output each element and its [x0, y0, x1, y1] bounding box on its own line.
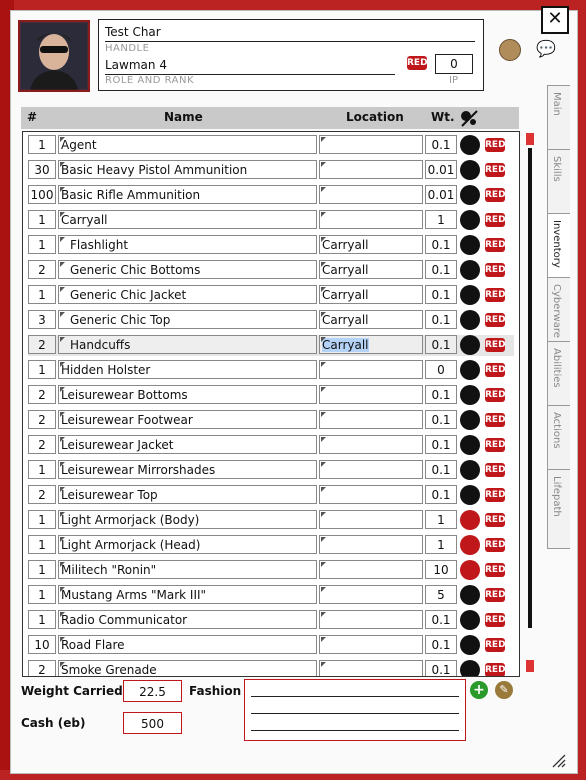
item-count-field[interactable]: 1	[28, 510, 56, 529]
handle-label: HANDLE	[105, 43, 150, 54]
item-name-field[interactable]	[58, 135, 317, 154]
red-badge-icon[interactable]: RED	[485, 165, 506, 175]
item-weight-field[interactable]: 0.1	[425, 660, 457, 677]
carried-bag-icon[interactable]	[460, 410, 480, 430]
item-location-field[interactable]	[319, 210, 423, 229]
item-name: Light Armorjack (Body)	[61, 513, 200, 527]
carried-bag-icon[interactable]	[460, 210, 480, 230]
item-count-field[interactable]: 2	[28, 260, 56, 279]
link-marker	[60, 137, 65, 142]
tab-label: Skills	[551, 156, 562, 182]
item-location-field[interactable]	[319, 310, 423, 329]
red-badge-icon[interactable]: RED	[485, 415, 506, 425]
item-location-field[interactable]	[319, 635, 423, 654]
link-marker	[321, 512, 326, 517]
item-weight-field[interactable]: 1	[425, 535, 457, 554]
fashion-line	[251, 696, 459, 697]
item-location: Carryall	[322, 263, 369, 277]
item-location-field[interactable]	[319, 360, 423, 379]
item-count-field[interactable]: 1	[28, 285, 56, 304]
col-count: #	[27, 110, 38, 124]
item-location-field[interactable]	[319, 535, 423, 554]
red-badge-icon[interactable]: RED	[485, 215, 506, 225]
item-weight-field[interactable]: 10	[425, 560, 457, 579]
inventory-row[interactable]	[28, 360, 514, 381]
item-name-field[interactable]	[58, 310, 317, 329]
link-marker	[321, 187, 326, 192]
item-weight-field[interactable]: 0.1	[425, 310, 457, 329]
link-marker	[60, 262, 65, 267]
item-location-field[interactable]	[319, 260, 423, 279]
link-marker	[321, 337, 326, 342]
link-marker	[60, 587, 65, 592]
item-name-field[interactable]	[58, 235, 317, 254]
inventory-row[interactable]	[28, 610, 514, 631]
item-weight-field[interactable]: 0.1	[425, 410, 457, 429]
item-location-field[interactable]	[319, 285, 423, 304]
link-marker	[60, 162, 65, 167]
link-marker	[321, 237, 326, 242]
frame-border-top	[0, 0, 586, 10]
link-marker	[60, 212, 65, 217]
item-count-field[interactable]: 1	[28, 585, 56, 604]
item-name: Basic Rifle Ammunition	[61, 188, 201, 202]
add-item-button[interactable]: +	[470, 681, 488, 699]
carried-bag-icon[interactable]	[460, 285, 480, 305]
tab-label: Cyberware	[551, 284, 562, 338]
inventory-row[interactable]	[28, 310, 514, 331]
item-location-field[interactable]	[319, 435, 423, 454]
item-location-field[interactable]	[319, 585, 423, 604]
red-badge-icon[interactable]: RED	[485, 590, 506, 600]
tab-label: Lifepath	[551, 476, 562, 517]
item-name: Handcuffs	[70, 338, 131, 352]
inventory-row[interactable]	[28, 160, 514, 181]
red-badge-icon[interactable]: RED	[485, 490, 506, 500]
red-badge-icon[interactable]: RED	[485, 515, 506, 525]
inventory-row[interactable]	[28, 485, 514, 506]
item-name: Smoke Grenade	[61, 663, 157, 677]
header-panel	[98, 19, 484, 91]
item-name-field[interactable]	[58, 660, 317, 677]
item-count-field[interactable]: 1	[28, 360, 56, 379]
inventory-row[interactable]	[28, 435, 514, 456]
link-marker	[321, 412, 326, 417]
carried-bag-icon[interactable]	[460, 160, 480, 180]
character-portrait[interactable]	[18, 20, 90, 92]
inventory-row[interactable]	[28, 635, 514, 656]
link-marker	[60, 537, 65, 542]
role-field[interactable]: Lawman 4	[105, 58, 395, 75]
item-location-field[interactable]	[319, 160, 423, 179]
carried-bag-icon[interactable]	[460, 635, 480, 655]
link-marker	[321, 387, 326, 392]
item-name-field[interactable]	[58, 360, 317, 379]
link-marker	[321, 537, 326, 542]
item-location-field[interactable]	[319, 385, 423, 404]
link-marker	[321, 437, 326, 442]
ip-label: IP	[449, 75, 458, 86]
item-count-field[interactable]: 1	[28, 460, 56, 479]
item-weight-field[interactable]: 0.1	[425, 635, 457, 654]
frame-border-right	[578, 0, 586, 780]
item-location-field[interactable]	[319, 510, 423, 529]
red-badge-icon[interactable]: RED	[485, 365, 506, 375]
chat-bubble-icon[interactable]: 💬	[536, 39, 556, 58]
item-name: Militech "Ronin"	[61, 563, 157, 577]
item-name-field[interactable]	[58, 410, 317, 429]
item-name: Generic Chic Top	[70, 313, 171, 327]
item-name: Road Flare	[61, 638, 125, 652]
inventory-row[interactable]	[28, 135, 514, 156]
inventory-row[interactable]	[28, 460, 514, 481]
red-badge-icon[interactable]: RED	[485, 140, 506, 150]
item-count-field[interactable]: 1	[28, 535, 56, 554]
carried-bag-icon[interactable]	[460, 660, 480, 677]
col-location[interactable]: Location	[346, 110, 404, 124]
cash-label: Cash (eb)	[21, 716, 86, 730]
tab-label: Actions	[551, 412, 562, 449]
red-badge-icon[interactable]: RED	[485, 540, 506, 550]
item-count-field[interactable]: 2	[28, 435, 56, 454]
fashion-line	[251, 713, 459, 714]
link-marker	[321, 362, 326, 367]
fashion-label: Fashion	[189, 684, 242, 698]
inventory-row[interactable]	[28, 560, 514, 581]
red-badge-icon[interactable]: RED	[485, 290, 506, 300]
item-name: Light Armorjack (Head)	[61, 538, 201, 552]
link-marker	[321, 487, 326, 492]
inventory-row[interactable]	[28, 660, 514, 677]
item-name-field[interactable]	[58, 610, 317, 629]
item-name: Leisurewear Bottoms	[61, 388, 188, 402]
carried-bag-icon[interactable]	[460, 185, 480, 205]
carried-bag-icon[interactable]	[460, 485, 480, 505]
role-label: ROLE AND RANK	[105, 75, 195, 86]
carried-bag-icon[interactable]	[460, 235, 480, 255]
item-location-field[interactable]	[319, 335, 423, 354]
item-location-field[interactable]	[319, 485, 423, 504]
cash-field[interactable]: 500	[123, 712, 182, 734]
red-badge-icon[interactable]: RED	[485, 340, 506, 350]
item-location: Carryall	[322, 338, 369, 352]
link-marker	[60, 237, 65, 242]
link-marker	[321, 462, 326, 467]
item-name: Carryall	[61, 213, 108, 227]
inventory-row[interactable]	[28, 535, 514, 556]
item-name: Flashlight	[70, 238, 129, 252]
fashion-field[interactable]	[244, 679, 466, 741]
inventory-row[interactable]	[28, 285, 514, 306]
tab-label: Inventory	[551, 220, 562, 268]
link-marker	[321, 637, 326, 642]
item-count-field[interactable]: 3	[28, 310, 56, 329]
item-name-field[interactable]	[58, 260, 317, 279]
carried-bag-icon[interactable]	[460, 135, 480, 155]
item-name: Agent	[61, 138, 97, 152]
red-badge-icon[interactable]: RED	[485, 240, 506, 250]
red-roll-button[interactable]: RED	[407, 58, 428, 68]
close-button[interactable]: ✕	[541, 6, 569, 34]
item-weight-field[interactable]: 0.1	[425, 260, 457, 279]
tab-label: Main	[551, 92, 562, 116]
fashion-line	[251, 730, 459, 731]
link-marker	[60, 512, 65, 517]
red-badge-icon[interactable]: RED	[485, 665, 506, 675]
item-name-field[interactable]	[58, 460, 317, 479]
item-name: Mustang Arms "Mark III"	[61, 588, 207, 602]
col-name[interactable]: Name	[164, 110, 203, 124]
item-count-field[interactable]: 2	[28, 410, 56, 429]
red-badge-icon[interactable]: RED	[485, 565, 506, 575]
link-marker	[60, 287, 65, 292]
item-name: Leisurewear Jacket	[61, 438, 174, 452]
item-weight-field[interactable]: 0.1	[425, 135, 457, 154]
carried-bag-icon[interactable]	[460, 360, 480, 380]
link-marker	[60, 187, 65, 192]
item-weight-field[interactable]: 0.1	[425, 385, 457, 404]
item-name: Radio Communicator	[61, 613, 188, 627]
inventory-row[interactable]	[28, 385, 514, 406]
resize-grip-icon[interactable]	[550, 752, 566, 768]
red-badge-icon[interactable]: RED	[485, 190, 506, 200]
red-badge-icon[interactable]: RED	[485, 440, 506, 450]
link-marker	[321, 312, 326, 317]
item-count-field[interactable]: 100	[28, 185, 56, 204]
item-weight-field[interactable]: 0.1	[425, 610, 457, 629]
item-name-field[interactable]	[58, 435, 317, 454]
link-marker	[321, 562, 326, 567]
tab-label: Abilities	[551, 348, 562, 388]
inventory-row[interactable]	[28, 235, 514, 256]
item-name-field[interactable]	[58, 635, 317, 654]
link-marker	[321, 612, 326, 617]
item-count-field[interactable]: 2	[28, 385, 56, 404]
inventory-row[interactable]	[28, 335, 514, 356]
item-name-field[interactable]	[58, 535, 317, 554]
red-badge-icon[interactable]: RED	[485, 615, 506, 625]
item-name-field[interactable]	[58, 285, 317, 304]
item-name-field[interactable]	[58, 210, 317, 229]
item-count-field[interactable]: 2	[28, 660, 56, 677]
link-marker	[60, 437, 65, 442]
item-weight-field[interactable]: 0.1	[425, 235, 457, 254]
item-count-field[interactable]: 1	[28, 210, 56, 229]
link-marker	[60, 612, 65, 617]
item-location-field[interactable]	[319, 560, 423, 579]
scrollbar[interactable]	[528, 148, 532, 628]
item-weight-field[interactable]: 0.01	[425, 185, 457, 204]
carried-bag-icon[interactable]	[460, 610, 480, 630]
link-marker	[60, 462, 65, 467]
red-badge-icon[interactable]: RED	[485, 315, 506, 325]
carried-bag-icon[interactable]	[460, 260, 480, 280]
item-location-field[interactable]	[319, 185, 423, 204]
token-icon[interactable]	[499, 39, 521, 61]
inventory-header	[21, 107, 519, 129]
item-name: Hidden Holster	[61, 363, 151, 377]
link-marker	[60, 637, 65, 642]
inventory-row[interactable]	[28, 260, 514, 281]
link-marker	[60, 412, 65, 417]
item-location: Carryall	[322, 313, 369, 327]
item-name-field[interactable]	[58, 335, 317, 354]
link-marker	[321, 662, 326, 667]
red-badge-icon[interactable]: RED	[485, 465, 506, 475]
item-location: Carryall	[322, 238, 369, 252]
inventory-row[interactable]	[28, 210, 514, 231]
item-count-field[interactable]: 1	[28, 135, 56, 154]
link-marker	[321, 587, 326, 592]
carried-bag-icon[interactable]	[460, 310, 480, 330]
item-location-field[interactable]	[319, 235, 423, 254]
carried-bag-icon[interactable]	[460, 335, 480, 355]
item-weight-field[interactable]: 0.01	[425, 160, 457, 179]
red-badge-icon[interactable]: RED	[485, 640, 506, 650]
item-name-field[interactable]	[58, 185, 317, 204]
weight-carried-value: 22.5	[123, 680, 182, 702]
link-marker	[60, 562, 65, 567]
item-name: Generic Chic Jacket	[70, 288, 187, 302]
character-name-field[interactable]: Test Char	[105, 25, 475, 42]
armor-equipped-icon[interactable]	[460, 510, 480, 530]
link-marker	[60, 662, 65, 667]
item-count-field[interactable]: 1	[28, 610, 56, 629]
ip-field[interactable]: 0	[435, 54, 473, 74]
weight-carried-label: Weight Carried	[21, 684, 123, 698]
edit-list-button[interactable]: ✎	[495, 681, 513, 699]
item-location-field[interactable]	[319, 135, 423, 154]
link-marker	[321, 137, 326, 142]
item-location-field[interactable]	[319, 460, 423, 479]
item-name-field[interactable]	[58, 160, 317, 179]
item-name-field[interactable]	[58, 485, 317, 504]
item-name: Leisurewear Mirrorshades	[61, 463, 216, 477]
item-weight-field[interactable]: 0.1	[425, 285, 457, 304]
item-name: Basic Heavy Pistol Ammunition	[61, 163, 248, 177]
link-marker	[321, 212, 326, 217]
item-location-field[interactable]	[319, 610, 423, 629]
red-badge-icon[interactable]: RED	[485, 265, 506, 275]
item-name-field[interactable]	[58, 385, 317, 404]
item-name-field[interactable]	[58, 560, 317, 579]
link-marker	[321, 262, 326, 267]
inventory-row[interactable]	[28, 585, 514, 606]
red-badge-icon[interactable]: RED	[485, 390, 506, 400]
link-marker	[60, 362, 65, 367]
item-weight-field[interactable]: 5	[425, 585, 457, 604]
inventory-row[interactable]	[28, 410, 514, 431]
scrollbar-up[interactable]	[526, 133, 534, 145]
item-count-field[interactable]: 1	[28, 560, 56, 579]
armor-equipped-icon[interactable]	[460, 535, 480, 555]
item-location-field[interactable]	[319, 660, 423, 677]
item-count-field[interactable]: 30	[28, 160, 56, 179]
link-marker	[60, 312, 65, 317]
armor-equipped-icon[interactable]	[460, 560, 480, 580]
inventory-list[interactable]	[22, 131, 520, 677]
item-weight-field[interactable]: 0.1	[425, 335, 457, 354]
carried-toggle-icon[interactable]	[459, 108, 479, 131]
inventory-row[interactable]	[28, 185, 514, 206]
link-marker	[60, 387, 65, 392]
item-name: Leisurewear Top	[61, 488, 158, 502]
link-marker	[321, 287, 326, 292]
item-name: Leisurewear Footwear	[61, 413, 193, 427]
item-weight-field[interactable]: 0.1	[425, 460, 457, 479]
item-count-field[interactable]: 1	[28, 235, 56, 254]
tab-lifepath[interactable]	[547, 469, 570, 549]
link-marker	[60, 487, 65, 492]
carried-bag-icon[interactable]	[460, 385, 480, 405]
carried-bag-icon[interactable]	[460, 460, 480, 480]
link-marker	[60, 337, 65, 342]
item-name: Generic Chic Bottoms	[70, 263, 201, 277]
item-weight-field[interactable]: 0.1	[425, 485, 457, 504]
carried-bag-icon[interactable]	[460, 435, 480, 455]
item-count-field[interactable]: 2	[28, 485, 56, 504]
item-weight-field[interactable]: 0.1	[425, 435, 457, 454]
link-marker	[321, 162, 326, 167]
item-count-field[interactable]: 2	[28, 335, 56, 354]
carried-bag-icon[interactable]	[460, 585, 480, 605]
item-name-field[interactable]	[58, 510, 317, 529]
item-location-field[interactable]	[319, 410, 423, 429]
item-weight-field[interactable]: 0	[425, 360, 457, 379]
item-weight-field[interactable]: 1	[425, 510, 457, 529]
item-name-field[interactable]	[58, 585, 317, 604]
item-location: Carryall	[322, 288, 369, 302]
inventory-row[interactable]	[28, 510, 514, 531]
item-weight-field[interactable]: 1	[425, 210, 457, 229]
scrollbar-down[interactable]	[526, 660, 534, 672]
item-count-field[interactable]: 10	[28, 635, 56, 654]
col-weight[interactable]: Wt.	[431, 110, 455, 124]
